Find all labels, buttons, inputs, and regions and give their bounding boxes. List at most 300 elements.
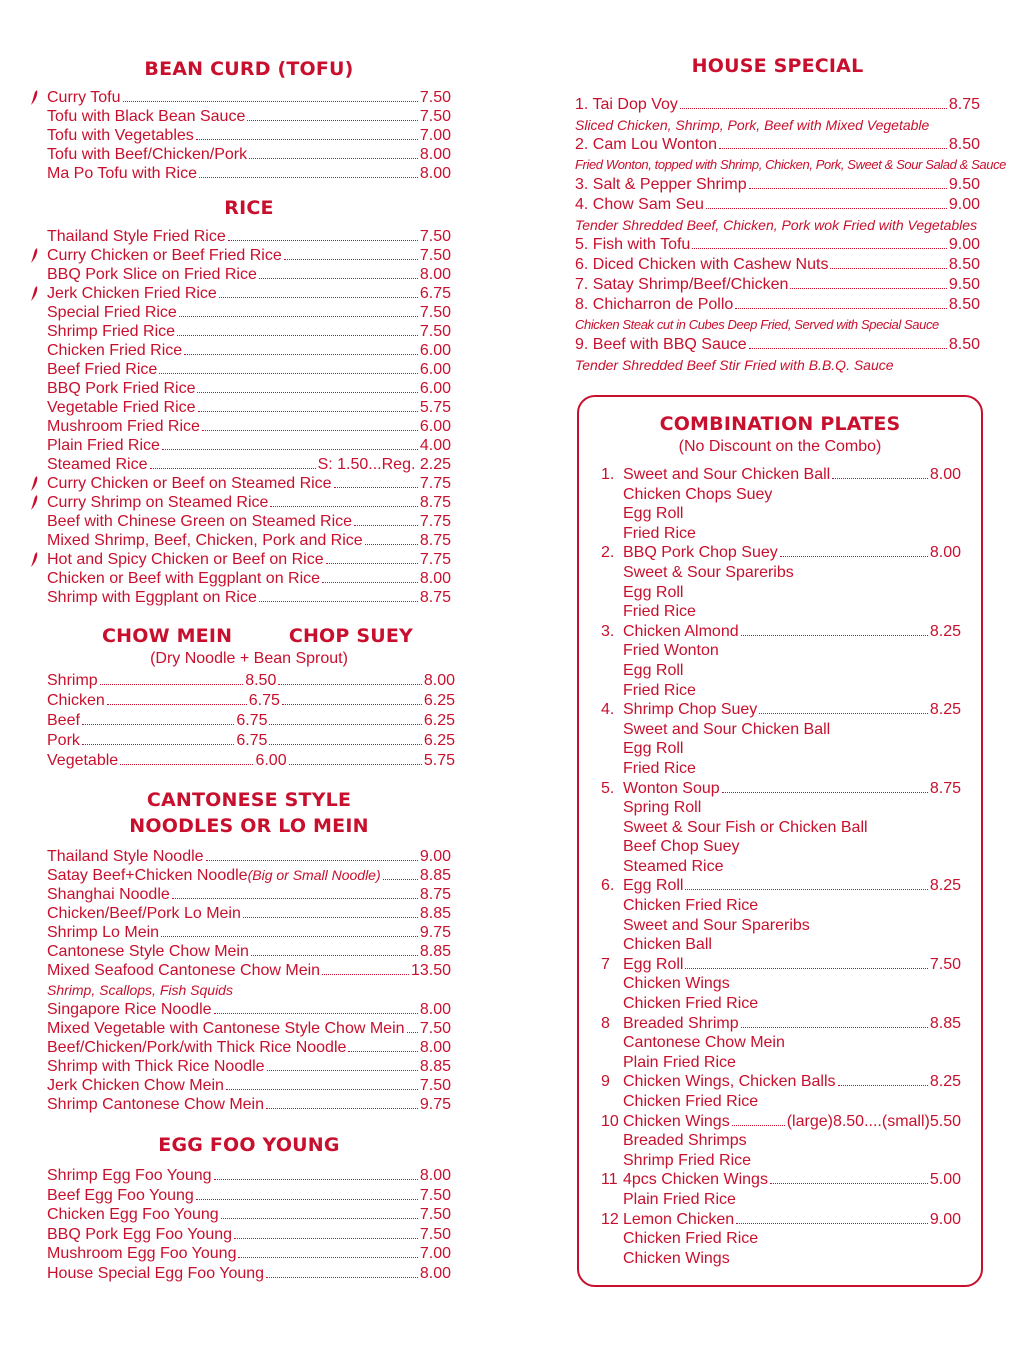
item-price: 5.75	[419, 399, 451, 416]
item-name: Cantonese Style Chow Mein	[47, 943, 249, 960]
item-price: 6.00	[419, 418, 451, 435]
item-price: 6.00	[419, 342, 451, 359]
egg-foo-young-list	[47, 1166, 451, 1283]
item-price: 6.00	[419, 361, 451, 378]
item-name: Beef/Chicken/Pork/with Thick Rice Noodle	[47, 1039, 347, 1056]
dot-leader	[685, 889, 927, 890]
combo-main-item: Lemon Chicken	[623, 1210, 735, 1228]
item-name: Shanghai Noodle	[47, 886, 170, 903]
item-price: 9.75	[419, 1096, 451, 1113]
combo-number: 10	[601, 1112, 619, 1130]
combo-number: 4.	[601, 701, 615, 719]
item-price: 7.50	[419, 108, 451, 125]
dot-leader	[123, 101, 418, 102]
item-price: 7.50	[419, 1077, 451, 1094]
combo-main-item: Egg Roll	[623, 955, 684, 973]
combo-side-item: Fried Rice	[623, 603, 696, 621]
item-name: Tofu with Beef/Chicken/Pork	[47, 146, 248, 163]
chili-pepper-icon	[31, 248, 38, 263]
menu-item	[47, 512, 451, 531]
menu-item	[47, 731, 455, 751]
menu-item	[575, 295, 980, 315]
item-name: Thailand Style Noodle	[47, 848, 204, 865]
menu-item	[47, 322, 451, 341]
menu-item	[47, 904, 451, 923]
item-name: 7. Satay Shrimp/Beef/Chicken	[575, 276, 789, 293]
item-name: Shrimp with Eggplant on Rice	[47, 589, 257, 606]
menu-item	[47, 1205, 451, 1225]
item-price-chop-suey: 6.25	[423, 712, 456, 729]
dot-leader	[838, 1085, 928, 1086]
dot-leader	[706, 208, 947, 209]
dot-leader	[692, 248, 947, 249]
menu-item	[47, 107, 451, 126]
item-price: 7.50	[419, 323, 451, 340]
dot-leader	[736, 1223, 928, 1224]
menu-item	[47, 961, 451, 980]
item-price: 4.00	[419, 437, 451, 454]
item-name: Singapore Rice Noodle	[47, 1001, 212, 1018]
chili-pepper-icon	[31, 90, 38, 105]
combo-main-item: Chicken Wings, Chicken Balls	[623, 1073, 836, 1091]
menu-item	[47, 847, 451, 866]
combo-price: 7.50	[929, 955, 961, 973]
rice-list	[47, 227, 451, 607]
item-description: Sliced Chicken, Shrimp, Pork, Beef with Mixed Vegetable	[575, 117, 930, 133]
combo-side-item: Steamed Rice	[623, 857, 724, 875]
combo-side-item: Chicken Fried Rice	[623, 1093, 759, 1110]
item-name: Mixed Shrimp, Beef, Chicken, Pork and Rice	[47, 532, 363, 549]
item-name: Chicken Egg Foo Young	[47, 1206, 219, 1223]
dot-leader	[759, 713, 928, 714]
menu-item	[47, 942, 451, 961]
dot-leader	[107, 704, 247, 705]
item-name: Tofu with Black Bean Sauce	[47, 108, 246, 125]
dot-leader	[82, 724, 234, 725]
menu-item	[47, 923, 451, 942]
dot-leader	[322, 974, 409, 975]
menu-item	[47, 1166, 451, 1186]
dot-leader	[365, 544, 418, 545]
combination-heading: COMBINATION PLATES	[659, 413, 901, 435]
combo-price: 9.00	[929, 1210, 961, 1228]
chow-mein-subtitle: (Dry Noodle + Bean Sprout)	[150, 650, 348, 667]
combo-lines	[623, 1210, 961, 1269]
item-price: 8.00	[419, 1167, 451, 1184]
combo-lines	[623, 465, 961, 543]
combo-number: 1.	[601, 466, 615, 483]
combination-plates-box	[577, 395, 983, 1287]
house-special-list	[575, 95, 1007, 375]
item-name: Curry Tofu	[47, 89, 121, 106]
combo-side-item: Egg Roll	[623, 740, 684, 758]
combo-side-item: Plain Fried Rice	[623, 1190, 736, 1208]
item-name: 3. Salt & Pepper Shrimp	[575, 176, 747, 193]
combo-side-item: Cantonese Chow Mein	[623, 1034, 785, 1052]
item-name: BBQ Pork Slice on Fried Rice	[47, 266, 257, 283]
dot-leader	[247, 120, 418, 121]
menu-item	[47, 360, 451, 379]
combo-item	[601, 1170, 961, 1209]
combination-subtitle: (No Discount on the Combo)	[678, 438, 882, 455]
item-price: 8.75	[948, 96, 980, 113]
combo-first-line	[623, 543, 961, 563]
dot-leader	[780, 556, 928, 557]
item-name: Shrimp	[47, 672, 98, 689]
combo-price: (large)8.50....(small)5.50	[786, 1112, 961, 1130]
dot-leader	[732, 1125, 785, 1126]
item-price: 8.00	[419, 165, 451, 182]
dot-leader	[790, 288, 946, 289]
item-price: 7.50	[419, 247, 451, 264]
cantonese-title-line1: CANTONESE STYLE	[146, 789, 352, 811]
menu-item	[575, 275, 980, 295]
dot-leader	[322, 582, 418, 583]
menu-item	[47, 455, 451, 474]
item-price: 8.75	[419, 494, 451, 511]
combo-item	[601, 876, 961, 954]
menu-item	[47, 1095, 451, 1114]
item-name: Vegetable	[47, 752, 119, 769]
combo-first-line	[623, 1112, 961, 1132]
item-price: 8.50	[948, 136, 980, 153]
item-name: BBQ Pork Egg Foo Young	[47, 1225, 233, 1243]
item-description: Shrimp, Scallops, Fish Squids	[47, 982, 233, 998]
combo-number: 6.	[601, 877, 615, 895]
combo-side-item: Chicken Wings	[623, 1249, 730, 1267]
item-price: 9.75	[419, 924, 451, 941]
item-price: 8.00	[419, 1264, 451, 1282]
house-special-heading: HOUSE SPECIAL	[691, 55, 864, 77]
dot-leader	[278, 684, 422, 685]
item-price: 8.50	[948, 256, 980, 273]
item-description: Fried Wonton, topped with Shrimp, Chicken, Pork, Sweet & Sour Salad & Sauce	[575, 157, 1007, 172]
menu-item	[47, 1225, 451, 1245]
menu-item	[47, 145, 451, 164]
combo-main-item: Egg Roll	[623, 877, 684, 895]
item-price: 9.50	[948, 176, 980, 193]
menu-item	[575, 195, 980, 215]
combo-side-item: Sweet & Sour Fish or Chicken Ball	[623, 818, 868, 836]
dot-leader	[214, 1013, 418, 1014]
item-name: Chicken/Beef/Pork Lo Mein	[47, 905, 241, 922]
menu-item	[47, 550, 451, 569]
item-price: 8.75	[419, 589, 451, 606]
menu-item	[47, 474, 451, 493]
combo-first-line	[623, 1170, 961, 1190]
item-name: Curry Chicken or Beef on Steamed Rice	[47, 475, 332, 492]
menu-item	[47, 1264, 451, 1284]
combo-lines	[623, 543, 961, 621]
dot-leader	[179, 316, 418, 317]
dot-leader	[214, 1179, 418, 1180]
dot-leader	[266, 1277, 418, 1278]
item-name: 8. Chicharron de Pollo	[575, 296, 734, 313]
menu-item	[47, 751, 455, 771]
bean-curd-list	[47, 88, 451, 183]
combo-item	[601, 622, 961, 700]
combo-side-item: Sweet & Sour Spareribs	[623, 563, 794, 581]
chow-mein-title: CHOW MEIN	[102, 625, 233, 647]
item-name: Special Fried Rice	[47, 304, 177, 321]
dot-leader	[196, 1199, 418, 1200]
item-price: 8.50	[948, 336, 980, 353]
dot-leader	[100, 684, 244, 685]
menu-item	[47, 164, 451, 183]
menu-item	[47, 493, 451, 512]
item-name: Beef Egg Foo Young	[47, 1186, 194, 1204]
combo-main-item: Breaded Shrimp	[623, 1014, 739, 1032]
menu-item	[47, 126, 451, 145]
menu-item	[47, 284, 451, 303]
item-price: 9.00	[948, 236, 980, 253]
cantonese-title-line2: NOODLES OR LO MEIN	[129, 815, 369, 837]
item-price: 8.00	[419, 266, 451, 283]
dot-leader	[219, 297, 418, 298]
item-name: Shrimp Fried Rice	[47, 323, 176, 340]
dot-leader	[270, 506, 417, 507]
combo-side-item: Chicken Ball	[623, 936, 712, 954]
item-name: Mixed Vegetable with Cantonese Style Chow Mein	[47, 1020, 405, 1037]
item-name: Chicken	[47, 692, 105, 709]
left-column	[47, 56, 456, 1283]
dot-leader	[334, 487, 418, 488]
dot-leader	[685, 968, 927, 969]
item-name: 6. Diced Chicken with Cashew Nuts	[575, 256, 829, 273]
combo-side-item: Chicken Chops Suey	[623, 485, 773, 503]
combo-main-item: Shrimp Chop Suey	[623, 701, 758, 719]
dot-leader	[267, 1070, 418, 1071]
combo-price: 8.25	[929, 701, 961, 719]
item-price: 7.50	[419, 89, 451, 106]
item-name: Curry Shrimp on Steamed Rice	[47, 494, 269, 511]
dot-leader	[284, 259, 418, 260]
combo-first-line	[623, 1210, 961, 1230]
menu-item	[47, 569, 451, 588]
item-price: 8.85	[419, 1058, 451, 1075]
dot-leader	[830, 268, 946, 269]
item-price: 6.75	[419, 285, 451, 302]
item-price: 8.00	[419, 570, 451, 587]
combo-price: 8.85	[929, 1014, 961, 1032]
combo-number: 5.	[601, 779, 615, 797]
combo-lines	[623, 1112, 961, 1171]
dot-leader	[749, 348, 947, 349]
item-name: Mushroom Egg Foo Young	[47, 1245, 237, 1262]
combo-number: 7	[601, 955, 610, 973]
combo-lines	[623, 779, 961, 877]
cantonese-heading	[47, 787, 451, 839]
item-description: Chicken Steak cut in Cubes Deep Fried, Served with Special Sauce	[575, 317, 939, 332]
combo-lines	[623, 876, 961, 954]
right-column	[575, 53, 1007, 375]
combo-side-item: Shrimp Fried Rice	[623, 1151, 752, 1169]
combo-lines	[623, 1170, 961, 1209]
dot-leader	[206, 860, 418, 861]
menu-item	[47, 88, 451, 107]
dot-leader	[289, 764, 422, 765]
dot-leader	[735, 308, 947, 309]
dot-leader	[234, 1238, 418, 1239]
combo-price: 8.25	[929, 877, 961, 895]
item-name: Satay Beef+Chicken Noodle	[47, 867, 248, 884]
dot-leader	[719, 148, 947, 149]
item-price: 8.75	[419, 886, 451, 903]
menu-item	[47, 436, 451, 455]
dot-leader	[120, 764, 253, 765]
menu-item	[575, 255, 980, 275]
combo-side-item: Fried Rice	[623, 759, 696, 777]
dot-leader	[383, 879, 418, 880]
combo-side-item: Beef Chop Suey	[623, 838, 740, 856]
dot-leader	[177, 335, 418, 336]
menu-item	[575, 95, 980, 115]
dot-leader	[741, 635, 928, 636]
combo-main-item: 4pcs Chicken Wings	[623, 1171, 768, 1189]
dot-leader	[228, 240, 418, 241]
item-price-chow-mein: 6.75	[248, 692, 280, 709]
menu-item	[47, 588, 451, 607]
combo-side-item: Sweet and Sour Chicken Ball	[623, 720, 831, 738]
combo-item	[601, 700, 961, 778]
item-description: Tender Shredded Beef Stir Fried with B.B.Q. Sauce	[575, 357, 894, 373]
dot-leader	[161, 936, 418, 937]
menu-item	[47, 711, 455, 731]
item-description: Tender Shredded Beef, Chicken, Pork wok Fried with Vegetables	[575, 217, 978, 233]
chili-pepper-icon	[31, 286, 38, 301]
dot-leader	[150, 468, 316, 469]
item-price: 7.50	[419, 1186, 451, 1204]
combo-side-item: Egg Roll	[623, 583, 684, 601]
dot-leader	[680, 108, 947, 109]
menu-item	[47, 1244, 451, 1264]
item-price: 7.50	[419, 1206, 451, 1223]
item-price: 6.00	[419, 380, 451, 397]
menu-item	[47, 1057, 451, 1076]
dot-leader	[269, 744, 421, 745]
dot-leader	[722, 792, 928, 793]
item-price: 8.00	[419, 1039, 451, 1056]
dot-leader	[407, 1032, 418, 1033]
combo-side-item: Fried Rice	[623, 681, 696, 699]
menu-item	[47, 303, 451, 322]
item-price: S: 1.50...Reg. 2.25	[317, 456, 451, 473]
item-name: 5. Fish with Tofu	[575, 236, 691, 253]
item-note: (Big or Small Noodle)	[247, 867, 381, 883]
item-price: 7.00	[419, 127, 451, 144]
item-name: Pork	[47, 732, 80, 749]
item-price: 7.50	[419, 304, 451, 321]
combo-first-line	[623, 700, 961, 720]
item-price: 7.00	[419, 1245, 451, 1262]
item-name: House Special Egg Foo Young	[47, 1264, 265, 1282]
item-price: 7.50	[419, 1225, 451, 1243]
item-price: 8.00	[419, 146, 451, 163]
item-name: Tofu with Vegetables	[47, 127, 194, 144]
combo-number: 2.	[601, 544, 615, 562]
item-name: Shrimp Egg Foo Young	[47, 1167, 212, 1184]
combo-side-item: Breaded Shrimps	[623, 1132, 747, 1150]
dot-leader	[226, 1089, 418, 1090]
menu-item	[47, 398, 451, 417]
dot-leader	[197, 392, 417, 393]
item-price: 8.85	[419, 943, 451, 960]
item-name: Chicken Fried Rice	[47, 342, 183, 359]
combo-first-line	[623, 465, 961, 485]
menu-item	[47, 227, 451, 246]
combo-side-item: Chicken Fried Rice	[623, 897, 759, 915]
dot-leader	[749, 188, 947, 189]
dot-leader	[354, 525, 418, 526]
item-price: 8.75	[419, 532, 451, 549]
dot-leader	[159, 373, 418, 374]
item-name: Jerk Chicken Chow Mein	[47, 1077, 224, 1094]
dot-leader	[251, 955, 418, 956]
combo-main-item: Wonton Soup	[623, 779, 720, 797]
item-name: 2. Cam Lou Wonton	[575, 136, 718, 153]
combo-side-item: Fried Rice	[623, 524, 696, 542]
item-name: Beef	[47, 712, 80, 729]
combo-item	[601, 1210, 961, 1269]
dot-leader	[282, 704, 422, 705]
combo-price: 5.00	[929, 1171, 961, 1189]
combo-price: 8.25	[929, 622, 961, 640]
menu-item	[47, 341, 451, 360]
dot-leader	[238, 1257, 417, 1258]
combo-side-item: Fried Wonton	[623, 642, 719, 660]
combo-item	[601, 779, 961, 877]
item-price-chow-mein: 6.75	[236, 732, 268, 749]
dot-leader	[172, 898, 418, 899]
combo-main-item: Chicken Almond	[623, 622, 739, 640]
item-name: Beef with Chinese Green on Steamed Rice	[47, 513, 353, 530]
menu-item	[47, 531, 451, 550]
menu-item	[47, 866, 451, 885]
dot-leader	[348, 1051, 417, 1052]
item-name: Chicken or Beef with Eggplant on Rice	[47, 570, 321, 587]
combo-item	[601, 955, 961, 1014]
dot-leader	[741, 1027, 928, 1028]
item-price-chop-suey: 8.00	[423, 672, 455, 689]
combo-lines	[623, 622, 961, 700]
dot-leader	[198, 411, 418, 412]
rice-heading: RICE	[224, 197, 274, 219]
dot-leader	[243, 917, 418, 918]
combo-main-item: Sweet and Sour Chicken Ball	[623, 466, 831, 483]
item-price: 9.00	[419, 848, 451, 865]
combo-side-item: Chicken Fried Rice	[623, 995, 759, 1013]
dot-leader	[326, 563, 418, 564]
item-price: 7.50	[419, 228, 451, 245]
item-name: Steamed Rice	[47, 456, 148, 473]
item-name: Plain Fried Rice	[47, 437, 160, 454]
chop-suey-title: CHOP SUEY	[288, 625, 413, 647]
menu-item	[575, 135, 980, 155]
item-price: 8.85	[419, 905, 451, 922]
cantonese-list	[47, 847, 451, 1114]
item-name: 9. Beef with BBQ Sauce	[575, 336, 747, 353]
dot-leader	[770, 1183, 928, 1184]
dot-leader	[184, 354, 418, 355]
menu-item	[47, 417, 451, 436]
item-price: 7.50	[419, 1020, 451, 1037]
combo-number: 11	[601, 1171, 618, 1189]
menu-item	[47, 1000, 451, 1019]
item-name: Hot and Spicy Chicken or Beef on Rice	[47, 551, 324, 568]
combo-first-line	[623, 876, 961, 896]
combo-first-line	[623, 1072, 961, 1092]
item-price: 9.50	[948, 276, 980, 293]
